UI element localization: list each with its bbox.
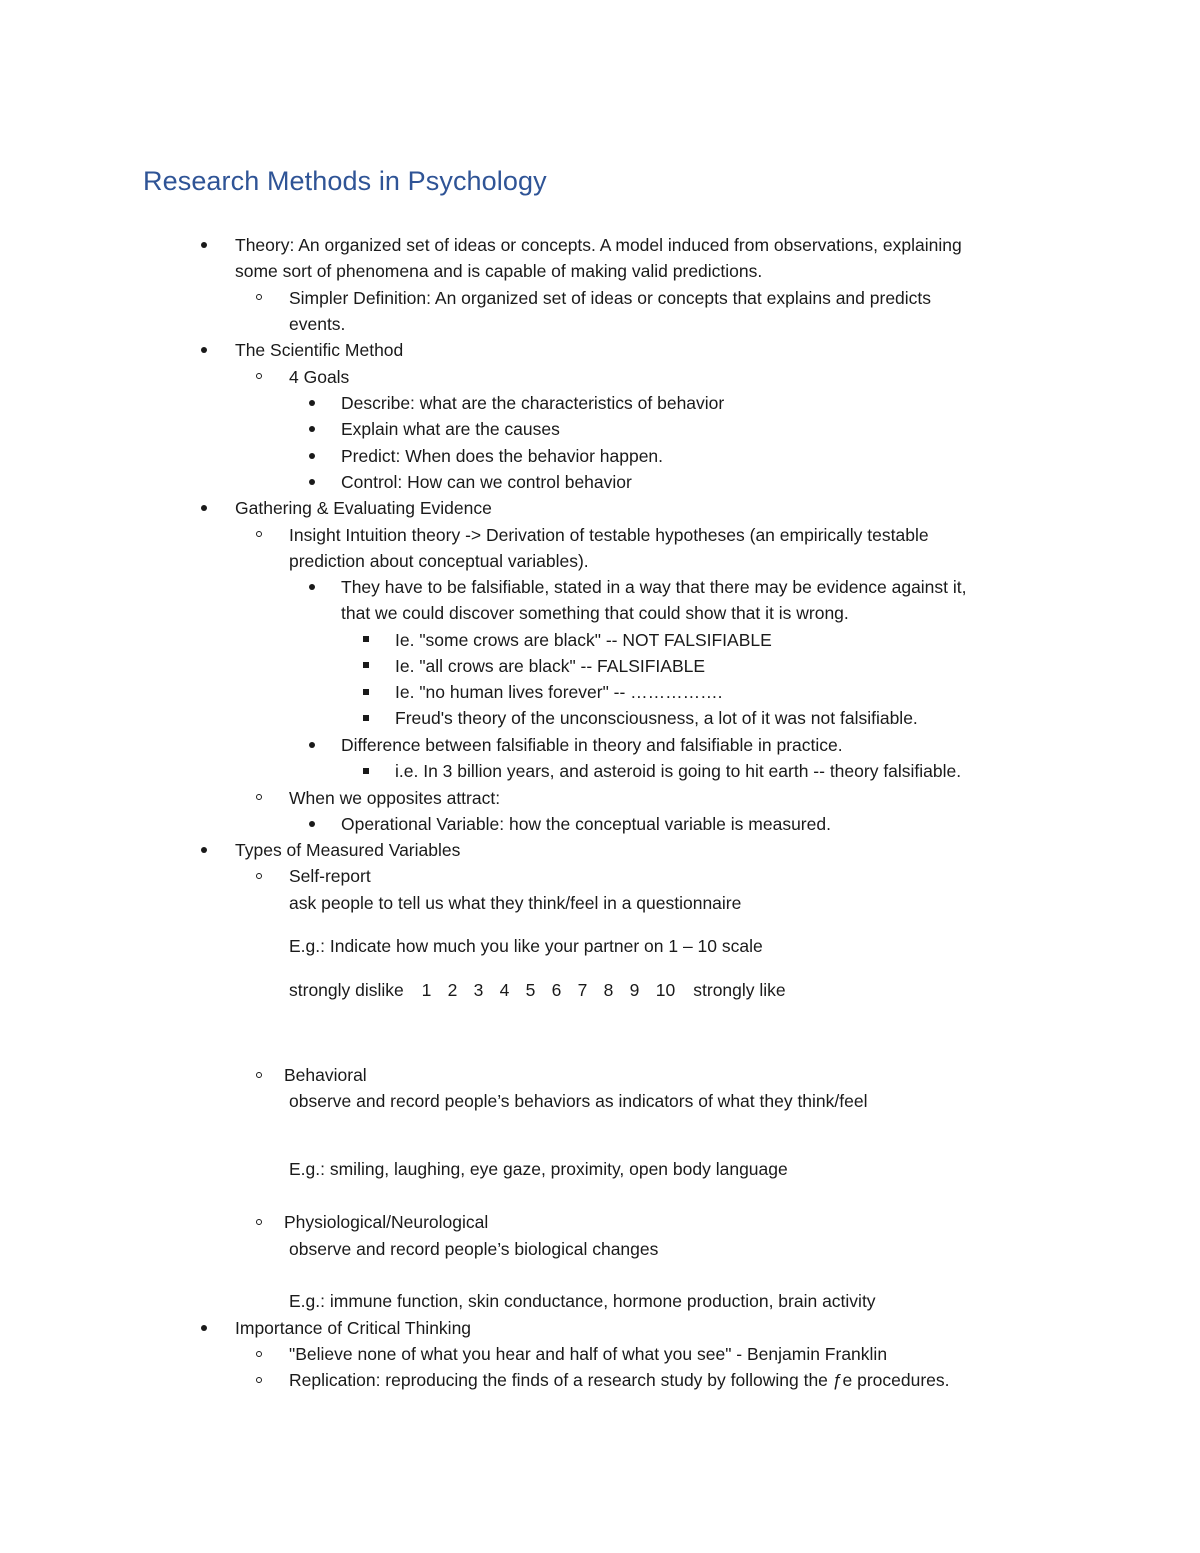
text-line: that we could discover something that could show that it is wrong. [341, 603, 849, 623]
text-line: observe and record people’s biological changes [289, 1239, 659, 1259]
bullet-disc [309, 400, 315, 406]
text-line: Describe: what are the characteristics of behavior [341, 393, 725, 413]
text-line: 4 Goals [289, 367, 350, 387]
bullet-circle [256, 531, 262, 537]
text-line: E.g.: smiling, laughing, eye gaze, proximity, open body language [289, 1159, 788, 1179]
text-line: "Believe none of what you hear and half of what you see" - Benjamin Franklin [289, 1344, 888, 1364]
scale-number: 3 [473, 980, 484, 1000]
scale-number: 1 [421, 980, 432, 1000]
scale-high-anchor: strongly like [693, 980, 786, 1000]
bullet-square [363, 768, 369, 774]
bullet-disc [309, 584, 315, 590]
text-line: Behavioral [284, 1065, 367, 1085]
bullet-circle [256, 1219, 262, 1225]
text-line: some sort of phenomena and is capable of making valid predictions. [235, 261, 763, 281]
text-line: When we opposites attract: [289, 788, 501, 808]
bullet-square [363, 636, 369, 642]
bullet-disc [309, 742, 315, 748]
bullet-square [363, 662, 369, 668]
bullet-square [363, 689, 369, 695]
text-line: prediction about conceptual variables). [289, 551, 589, 571]
text-line: ask people to tell us what they think/feel in a questionnaire [289, 893, 742, 913]
text-line: Explain what are the causes [341, 419, 560, 439]
text-line: Replication: reproducing the finds of a research study by following the ƒe procedures. [289, 1370, 950, 1390]
scale-number: 5 [525, 980, 536, 1000]
bullet-disc [201, 242, 207, 248]
text-line: Simpler Definition: An organized set of ideas or concepts that explains and predicts [289, 288, 932, 308]
bullet-circle [256, 873, 262, 879]
text-line: Physiological/Neurological [284, 1212, 489, 1232]
bullet-disc [201, 347, 207, 353]
text-line: Operational Variable: how the conceptual variable is measured. [341, 814, 831, 834]
scale-number: 4 [499, 980, 510, 1000]
text-line: Difference between falsifiable in theory and falsifiable in practice. [341, 735, 843, 755]
scale-number: 7 [577, 980, 588, 1000]
bullet-circle [256, 373, 262, 379]
text-line: Predict: When does the behavior happen. [341, 446, 664, 466]
text-line: observe and record people’s behaviors as indicators of what they think/feel [289, 1091, 868, 1111]
scale-number: 10 [655, 980, 676, 1000]
bullet-circle [256, 1351, 262, 1357]
scale-number: 9 [629, 980, 640, 1000]
text-line: events. [289, 314, 346, 334]
bullet-disc [201, 505, 207, 511]
text-line: Importance of Critical Thinking [235, 1318, 472, 1338]
bullet-disc [309, 453, 315, 459]
bullet-disc [309, 821, 315, 827]
bullet-disc [201, 1325, 207, 1331]
page-title: Research Methods in Psychology [143, 166, 547, 196]
rating-scale [289, 979, 786, 1001]
text-line: Control: How can we control behavior [341, 472, 632, 492]
text-line: Freud's theory of the unconsciousness, a lot of it was not falsifiable. [395, 708, 918, 728]
bullet-circle [256, 794, 262, 800]
bullet-disc [309, 426, 315, 432]
text-line: E.g.: immune function, skin conductance, hormone production, brain activity [289, 1291, 876, 1311]
bullet-square [363, 715, 369, 721]
scale-number: 6 [551, 980, 562, 1000]
bullet-circle [256, 1072, 262, 1078]
text-line: The Scientific Method [235, 340, 404, 360]
text-line: Gathering & Evaluating Evidence [235, 498, 492, 518]
text-line: Ie. "some crows are black" -- NOT FALSIFIABLE [395, 630, 772, 650]
scale-number: 2 [447, 980, 458, 1000]
text-line: Self-report [289, 866, 371, 886]
text-line: i.e. In 3 billion years, and asteroid is going to hit earth -- theory falsifiable. [395, 761, 962, 781]
bullet-circle [256, 1377, 262, 1383]
scale-low-anchor: strongly dislike [289, 980, 404, 1000]
scale-number: 8 [603, 980, 614, 1000]
text-line: Insight Intuition theory -> Derivation of testable hypotheses (an empirically testable [289, 525, 929, 545]
text-line: Types of Measured Variables [235, 840, 461, 860]
bullet-circle [256, 294, 262, 300]
bullet-disc [201, 847, 207, 853]
text-line: E.g.: Indicate how much you like your partner on 1 – 10 scale [289, 936, 763, 956]
text-line: Ie. "all crows are black" -- FALSIFIABLE [395, 656, 706, 676]
text-line: Theory: An organized set of ideas or concepts. A model induced from observations, explaining [235, 235, 962, 255]
bullet-disc [309, 479, 315, 485]
text-line: They have to be falsifiable, stated in a way that there may be evidence against it, [341, 577, 967, 597]
text-line: Ie. "no human lives forever" -- ……………. [395, 682, 723, 702]
